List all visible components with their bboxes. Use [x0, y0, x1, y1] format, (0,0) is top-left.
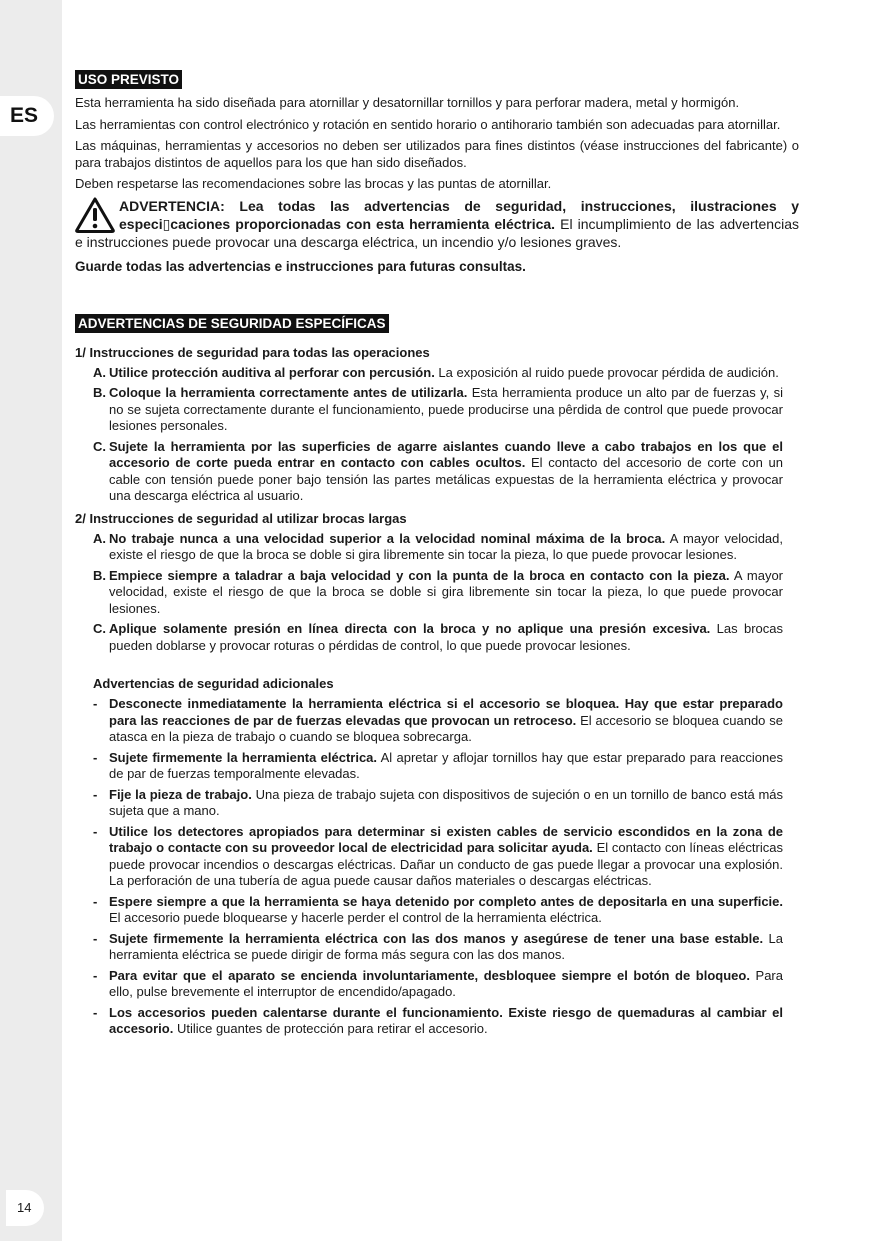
item-text: Las brocas pueden doblarse y provocar roturas o pérdidas de control, lo que puede provocar lesiones. [109, 621, 783, 653]
list-item [93, 531, 783, 564]
item-bold: Coloque la herramienta correctamente antes de utilizarla. [109, 385, 468, 400]
item-bold: Espere siempre a que la herramienta se haya detenido por completo antes de depositarla en una superficie. [109, 893, 783, 909]
section-specific-warnings [75, 314, 799, 1038]
item-text: Para ello, pulse brevemente el interruptor de encendido/apagado. [109, 967, 783, 999]
list-marker: - [93, 696, 98, 711]
list-item [93, 365, 783, 382]
list-marker: C. [93, 438, 106, 454]
item-text: A mayor velocidad, existe el riesgo de que la broca se doble si gira libremente sin tocar la pieza, lo que puede provocar lesiones. [109, 530, 784, 562]
list-item [93, 894, 783, 927]
item-bold: Desconecte inmediatamente la herramienta eléctrica si el accesorio se bloquea. Hay que estar preparado para las reacciones de par de fuerzas elevadas que provocan un retroceso. [109, 696, 783, 728]
item-bold: Para evitar que el aparato se encienda involuntariamente, desbloquee siempre el botón de bloqueo. [109, 967, 750, 983]
section-intended-use [75, 70, 799, 274]
page-number: 14 [6, 1190, 44, 1226]
item-text: El accesorio se bloquea cuando se atasca en la pieza de trabajo o cuando se bloquea sobrecarga. [109, 712, 783, 744]
item-text: La herramienta eléctrica se puede dirigir de forma más segura con las dos manos. [109, 930, 783, 962]
section-title: USO PREVISTO [75, 70, 182, 89]
paragraph: Deben respetarse las recomendaciones sobre las brocas y las puntas de atornillar. [75, 176, 552, 191]
list-item [93, 1005, 783, 1038]
paragraph: Las máquinas, herramientas y accesorios no deben ser utilizados para fines distintos (véase instrucciones del fabricante) o para trabajos distintos de aquellos para los que han sido diseñados. [75, 138, 799, 170]
list-marker: - [93, 967, 98, 983]
item-text: Utilice guantes de protección para retirar el accesorio. [173, 1021, 488, 1036]
list-item [93, 968, 783, 1001]
item-bold: Los accesorios pueden calentarse durante el funcionamiento. Existe riesgo de quemaduras al cambiar el accesorio. [109, 1004, 783, 1036]
item-text: El contacto del accesorio de corte con un cable con tensión puede poner bajo tensión las partes metálicas expuestas de la herramienta eléctrica y provocar una descarga eléctrica al usuario. [109, 455, 783, 503]
list-marker: B. [93, 567, 106, 583]
page-content [75, 70, 799, 1042]
list-marker: - [93, 893, 98, 909]
list-item [93, 696, 783, 746]
warning-block [75, 197, 799, 251]
list-marker: - [93, 749, 98, 765]
warning-triangle-icon [75, 197, 115, 233]
language-tab: ES [0, 96, 54, 136]
list-item [93, 568, 783, 618]
item-text: Al apretar y aflojar tornillos hay que estar preparado para reacciones de par de fuerzas temporalmente elevadas. [109, 749, 783, 781]
list-marker: C. [93, 621, 106, 636]
list-item [93, 385, 783, 435]
item-bold: Utilice protección auditiva al perforar con percusión. [109, 364, 435, 380]
item-text: El accesorio puede bloquearse y hacerle perder el control de la herramienta eléctrica. [109, 910, 602, 925]
section-title: ADVERTENCIAS DE SEGURIDAD ESPECÍFICAS [75, 314, 389, 333]
warning-text: El incumplimiento de las advertencias e instrucciones puede provocar una descarga eléctrica, un incendio y/o lesiones graves. [75, 215, 799, 250]
subsection-heading: 1/ Instrucciones de seguridad para todas las operaciones [75, 344, 430, 360]
item-text: A mayor velocidad, existe el riesgo de que la broca se doble si gira libremente sin tocar la pieza, lo que puede provocar lesiones. [109, 567, 784, 616]
subsection-heading: Advertencias de seguridad adicionales [93, 676, 334, 691]
item-bold: Sujete firmemente la herramienta eléctrica con las dos manos y asegúrese de tener una base estable. [109, 930, 764, 946]
subsection-heading: 2/ Instrucciones de seguridad al utilizar brocas largas [75, 510, 407, 526]
list-item [93, 931, 783, 964]
list-marker: B. [93, 385, 106, 400]
list-item [93, 439, 783, 505]
item-bold: No trabaje nunca a una velocidad superior a la velocidad nominal máxima de la broca. [109, 530, 666, 546]
item-text: Esta herramienta produce un alto par de fuerzas y, si no se sujeta correctamente durante el funcionamiento, puede producirse una pêrdida de control que puede provocar lesiones personales. [109, 385, 783, 433]
warning-heading: ADVERTENCIA: Lea todas las advertencias de seguridad, instrucciones, ilustraciones y especi▯caciones proporcionadas con esta herramienta eléctrica. [119, 197, 799, 232]
list-item [93, 787, 783, 820]
paragraph: Esta herramienta ha sido diseñada para atornillar y desatornillar tornillos y para perforar madera, metal y hormigón. [75, 95, 740, 110]
item-bold: Fije la pieza de trabajo. [109, 786, 252, 802]
list-item [93, 621, 783, 654]
paragraph: Las herramientas con control electrónico y rotación en sentido horario o antihorario también son adecuadas para atornillar. [75, 116, 781, 132]
item-text: Una pieza de trabajo sujeta con dispositivos de sujeción o en un tornillo de banco está más sujeta que a mano. [109, 786, 784, 818]
list-marker: - [93, 823, 98, 839]
list-marker: - [93, 1004, 98, 1020]
item-bold: Utilice los detectores apropiados para determinar si existen cables de servicio escondidos en la zona de trabajo o contacte con su proveedor local de electricidad para solicitar ayuda. [109, 823, 783, 855]
list-item [93, 824, 783, 890]
item-bold: Sujete la herramienta por las superficies de agarre aislantes cuando lleve a cabo trabajos en los que el accesorio de corte pueda entrar en contacto con cables ocultos. [109, 438, 783, 470]
item-text: El contacto con líneas eléctricas puede provocar incendios o descargas eléctricas. Dañar un conducto de gas puede llegar a provocar una explosión. La perforación de una tubería de agua puede causar daños materiales o descargas eléctricas. [109, 840, 783, 888]
item-bold: Sujete firmemente la herramienta eléctrica. [109, 749, 378, 765]
warning-list [93, 531, 783, 655]
save-instructions-line: Guarde todas las advertencias e instrucciones para futuras consultas. [75, 258, 526, 274]
item-bold: Aplique solamente presión en línea directa con la broca y no aplique una presión excesiva. [109, 621, 711, 636]
list-marker: A. [93, 364, 106, 380]
list-item [93, 750, 783, 783]
additional-warning-list [93, 696, 783, 1038]
item-text: La exposición al ruido puede provocar pérdida de audición. [434, 364, 779, 380]
list-marker: - [93, 930, 98, 946]
item-bold: Empiece siempre a taladrar a baja velocidad y con la punta de la broca en contacto con la pieza. [109, 567, 730, 583]
list-marker: A. [93, 530, 106, 546]
list-marker: - [93, 786, 98, 802]
page-sidebar [0, 0, 62, 1241]
warning-list [93, 365, 783, 505]
